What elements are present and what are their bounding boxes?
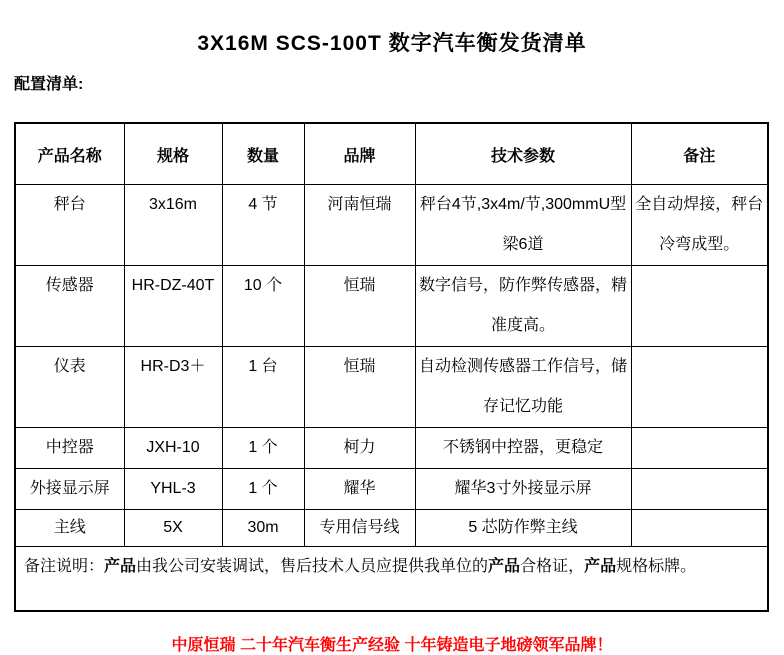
cell-spec: HR-DZ-40T: [124, 266, 222, 347]
cell-remark: [631, 510, 768, 547]
cell-remark: 全自动焊接，秤台冷弯成型。: [631, 185, 768, 266]
cell-product: 中控器: [15, 428, 124, 469]
note-bold-product-3: 产品: [584, 558, 617, 575]
table-row-junction-box: [15, 428, 768, 469]
header-remark: 备注: [631, 123, 768, 185]
cell-brand: 耀华: [304, 469, 415, 510]
header-tech-params: 技术参数: [415, 123, 631, 185]
cell-params: 耀华3寸外接显示屏: [415, 469, 631, 510]
header-product-name: 产品名称: [15, 123, 124, 185]
cell-qty: 4 节: [222, 185, 304, 266]
cell-product: 主线: [15, 510, 124, 547]
table-row-external-display: [15, 469, 768, 510]
cell-brand: 专用信号线: [304, 510, 415, 547]
cell-params: 不锈钢中控器，更稳定: [415, 428, 631, 469]
table-note-row: [15, 547, 768, 612]
table-row-main-cable: [15, 510, 768, 547]
note-text-3: 规格标牌。: [616, 558, 697, 575]
cell-spec: JXH-10: [124, 428, 222, 469]
note-bold-product-2: 产品: [488, 558, 521, 575]
cell-spec: 3x16m: [124, 185, 222, 266]
cell-remark: [631, 266, 768, 347]
cell-remark: [631, 428, 768, 469]
cell-product: 外接显示屏: [15, 469, 124, 510]
cell-product: 传感器: [15, 266, 124, 347]
cell-spec: YHL-3: [124, 469, 222, 510]
note-bold-product-1: 产品: [104, 558, 137, 575]
config-list-label: 配置清单:: [14, 76, 84, 93]
header-spec: 规格: [124, 123, 222, 185]
note-text-1: 由我公司安装调试，售后技术人员应提供我单位的: [136, 558, 489, 575]
cell-spec: HR-D3＋: [124, 347, 222, 428]
note-text-2: 合格证，: [520, 558, 585, 575]
cell-qty: 1 个: [222, 428, 304, 469]
cell-qty: 1 台: [222, 347, 304, 428]
note-label: 备注说明：: [24, 558, 105, 575]
header-qty: 数量: [222, 123, 304, 185]
cell-brand: 河南恒瑞: [304, 185, 415, 266]
cell-remark: [631, 347, 768, 428]
cell-qty: 30m: [222, 510, 304, 547]
brand-slogan: 中原恒瑞 二十年汽车衡生产经验 十年铸造电子地磅领军品牌！: [171, 637, 613, 654]
cell-params: 5 芯防作弊主线: [415, 510, 631, 547]
note-cell: [15, 547, 768, 612]
cell-params: 自动检测传感器工作信号，储存记忆功能: [415, 347, 631, 428]
cell-remark: [631, 469, 768, 510]
cell-brand: 恒瑞: [304, 347, 415, 428]
cell-spec: 5X: [124, 510, 222, 547]
cell-params: 秤台4节,3x4m/节,300mmU型梁6道: [415, 185, 631, 266]
cell-qty: 1 个: [222, 469, 304, 510]
cell-product: 仪表: [15, 347, 124, 428]
header-brand: 品牌: [304, 123, 415, 185]
page-title: 3X16M SCS-100T 数字汽车衡发货清单: [197, 32, 587, 55]
delivery-spec-table: [14, 122, 769, 612]
cell-brand: 柯力: [304, 428, 415, 469]
cell-params: 数字信号，防作弊传感器，精准度高。: [415, 266, 631, 347]
table-row-sensor: [15, 266, 768, 347]
cell-brand: 恒瑞: [304, 266, 415, 347]
table-header-row: [15, 123, 768, 185]
cell-product: 秤台: [15, 185, 124, 266]
cell-qty: 10 个: [222, 266, 304, 347]
table-row-scale-platform: [15, 185, 768, 266]
table-row-indicator: [15, 347, 768, 428]
